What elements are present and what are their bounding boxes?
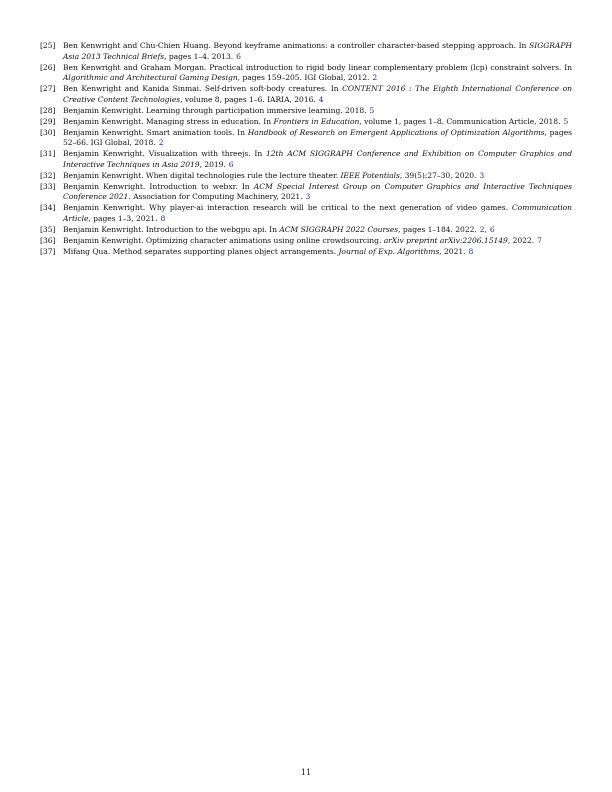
backref-link[interactable]: 6 [228,159,234,169]
backref-link[interactable]: 5 [369,105,375,115]
reference-venue: SIGGRAPH Asia 2013 Technical Briefs [63,41,572,61]
reference-venue: 12th ACM SIGGRAPH Conference and Exhibition on Computer Graphics and Interactive Techniques in Asia 2019 [63,149,572,169]
reference-item [40,171,572,182]
reference-text: Benjamin Kenwright. Introduction to the webgpu api. In [63,225,280,234]
reference-text-tail: , 2021. [439,246,466,256]
reference-item: [35] Benjamin Kenwright. Introduction to the webgpu api. In ACM SIGGRAPH 2022 Courses, pages 1–184. 2022. 2, 6 [40,225,495,234]
reference-text: Benjamin Kenwright. Smart animation tools. In [63,127,248,137]
reference-text: Benjamin Kenwright. Learning through participation immersive learning. 2018. [63,105,367,115]
reference-text-tail: , 2022. [507,235,535,245]
reference-number: [29] [40,116,56,126]
reference-text: Benjamin Kenwright. Visualization with threejs. In [63,149,266,159]
reference-text: Benjamin Kenwright. When digital technologies rule the lecture theater. [63,170,341,180]
reference-number: [26] [40,62,56,72]
backref-link[interactable]: 6 [489,225,495,234]
reference-item [40,117,572,128]
reference-item [40,128,572,149]
reference-text-tail: , volume 1, pages 1–8. Communication Article, 2018. [359,116,561,126]
reference-item [40,236,572,247]
reference-text-tail: , pages 1–4. 2013. [164,51,234,61]
reference-text-tail: , pages 52–66. IGI Global, 2018. [63,127,572,148]
backref-link[interactable]: 7 [537,235,542,245]
reference-item [40,247,572,258]
reference-number: [34] [40,203,56,213]
reference-text: Ben Kenwright and Chu-Chien Huang. Beyond keyframe animations: a controller character-based stepping approach. In [63,41,530,50]
backref-link[interactable]: 4 [318,94,324,104]
reference-number: [25] [40,41,56,50]
reference-text-tail: , pages 1–184. 2022. [398,225,477,234]
reference-number: [27] [40,84,56,94]
reference-venue: arXiv preprint arXiv:2206.15149 [383,235,508,245]
reference-text-tail: , 2019. [199,159,226,169]
reference-text-tail: , pages 1–3, 2021. [88,214,158,224]
reference-item [40,106,572,117]
reference-venue: Handbook of Research on Emergent Applications of Optimization Algorithms [247,127,545,137]
reference-text: Mifang Qua. Method separates supporting planes object arrangements. [63,246,339,256]
reference-text: Benjamin Kenwright. Why player-ai interaction research will be critical to the next generation of video games. [63,203,512,213]
reference-item [40,84,572,105]
backref-link[interactable]: 5 [563,116,569,126]
reference-text-tail: . Association for Computing Machinery, 2021. [128,192,303,202]
backref-link[interactable]: 6 [236,51,241,61]
reference-number: [30] [40,127,56,137]
reference-number: [36] [40,235,56,245]
reference-item [40,41,572,62]
reference-text: Benjamin Kenwright. Managing stress in education. In [63,116,274,126]
backref-link[interactable]: 2 [158,138,164,148]
reference-item [40,149,572,170]
reference-item [40,203,572,224]
reference-number: [33] [40,181,56,191]
reference-list [40,41,572,258]
backref-link[interactable]: 8 [468,246,474,256]
reference-venue: Communication Article [63,203,572,224]
reference-number: [37] [40,246,56,256]
reference-number: [32] [40,170,56,180]
reference-text-tail: , volume 8, pages 1–6. IARIA, 2016. [180,94,316,104]
reference-text: Benjamin Kenwright. Optimizing character animations using online crowdsourcing. [63,235,384,245]
reference-venue: CONTENT 2016 : The Eighth International Conference on Creative Content Technologies [63,84,572,104]
reference-text: Ben Kenwright and Graham Morgan. Practical introduction to rigid body linear complementary problem (lcp) constraint solvers. In [63,62,572,72]
backref-link[interactable]: 2 [372,73,378,83]
reference-text: Ben Kenwright and Kanida Sinmai. Self-driven soft-body creatures. In [63,84,343,94]
reference-venue: IEEE Potentials [340,170,400,180]
reference-number: [35] [40,225,56,234]
backref-link[interactable]: 2 [479,225,485,234]
reference-venue: Algorithmic and Architectural Gaming Design [63,73,238,83]
reference-venue: ACM Special Interest Group on Computer Graphics and Interactive Techniques Conference 2021 [63,181,573,202]
backref-link[interactable]: 8 [160,214,166,224]
reference-number: [31] [40,149,56,159]
reference-venue: Journal of Exp. Algorithms [338,246,440,256]
reference-text-tail: , 39(5):27–30, 2020. [399,170,477,180]
reference-item [40,63,572,84]
reference-text-tail: , pages 159–205. IGI Global, 2012. [237,73,370,83]
reference-item [40,182,572,203]
reference-venue: ACM SIGGRAPH 2022 Courses [279,225,399,234]
reference-text: Benjamin Kenwright. Introduction to webxr. In [63,181,254,191]
page-number: 11 [300,768,312,777]
backref-link[interactable]: 3 [305,192,311,202]
reference-venue: Frontiers in Education [273,116,360,126]
backref-link[interactable]: 3 [479,170,485,180]
reference-number: [28] [40,105,56,115]
